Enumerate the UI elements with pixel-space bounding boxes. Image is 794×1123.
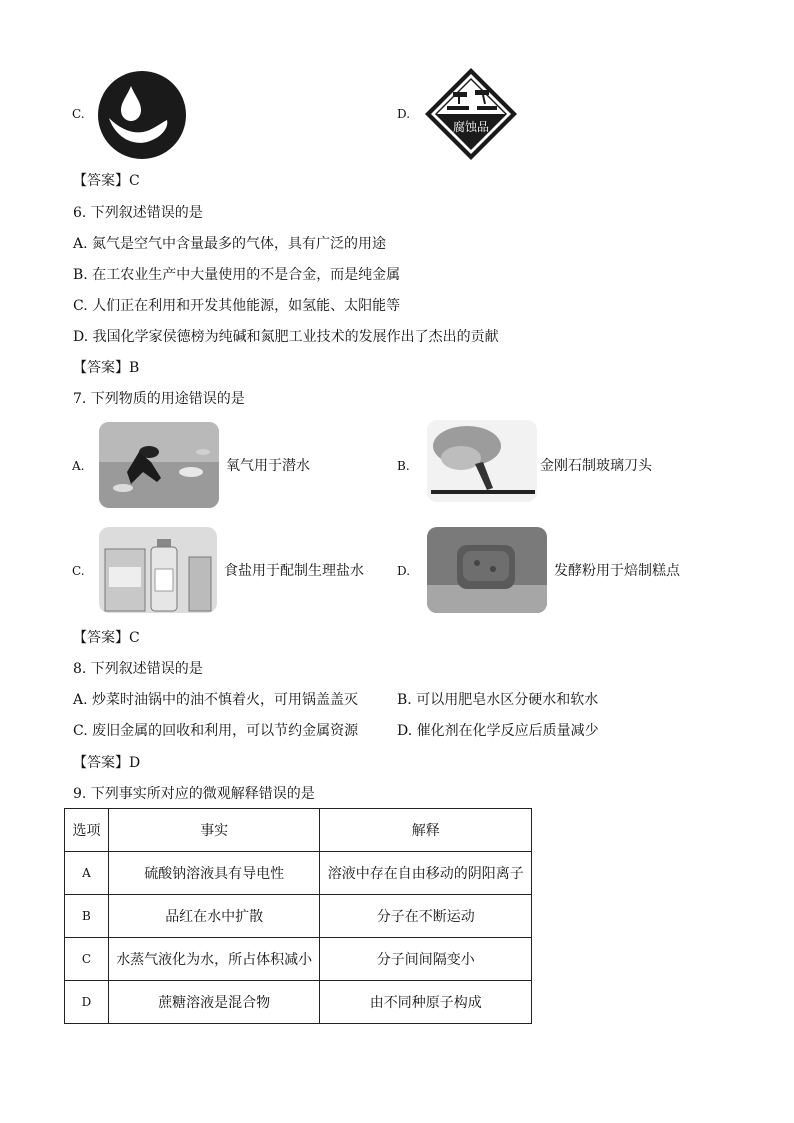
q7-option-b-caption: 金刚石制玻璃刀头 bbox=[540, 458, 652, 474]
diver-photo bbox=[99, 422, 219, 508]
q6-option-b: B. 在工农业生产中大量使用的不是合金，而是纯金属 bbox=[73, 267, 401, 283]
row-option: D bbox=[65, 981, 109, 1024]
q7-answer: 【答案】C bbox=[73, 630, 140, 646]
q6-answer: 【答案】B bbox=[73, 360, 140, 376]
q8-option-b: B. 可以用肥皂水区分硬水和软水 bbox=[397, 692, 599, 708]
q6-option-c: C. 人们正在利用和开发其他能源，如氢能、太阳能等 bbox=[73, 298, 401, 314]
table-row bbox=[65, 938, 532, 981]
q7-option-c-label: C. bbox=[72, 564, 85, 578]
corrosive-label: 腐蚀品 bbox=[452, 120, 489, 134]
q7-option-a-label: A. bbox=[72, 459, 85, 473]
q5-option-d-label: D. bbox=[397, 107, 411, 121]
q7-option-d-caption: 发酵粉用于焙制糕点 bbox=[554, 563, 680, 579]
q6-stem: 6. 下列叙述错误的是 bbox=[73, 205, 203, 221]
q7-stem: 7. 下列物质的用途错误的是 bbox=[73, 391, 245, 407]
header-explanation: 解释 bbox=[320, 809, 532, 852]
row-fact: 品红在水中扩散 bbox=[108, 895, 320, 938]
q5-answer: 【答案】C bbox=[73, 173, 140, 189]
header-fact: 事实 bbox=[108, 809, 320, 852]
q5-option-c-label: C. bbox=[72, 107, 85, 121]
row-explanation: 溶液中存在自由移动的阴阳离子 bbox=[320, 852, 532, 895]
row-option: A bbox=[65, 852, 109, 895]
table-row bbox=[65, 852, 532, 895]
saline-bottles-photo bbox=[99, 527, 217, 613]
q9-stem: 9. 下列事实所对应的微观解释错误的是 bbox=[73, 786, 315, 802]
q8-stem: 8. 下列叙述错误的是 bbox=[73, 661, 203, 677]
row-explanation: 分子在不断运动 bbox=[320, 895, 532, 938]
q8-option-a: A. 炒菜时油锅中的油不慎着火，可用锅盖盖灭 bbox=[73, 692, 359, 708]
row-option: B bbox=[65, 895, 109, 938]
q7-option-d-label: D. bbox=[397, 564, 411, 578]
header-option: 选项 bbox=[65, 809, 109, 852]
row-fact: 硫酸钠溶液具有导电性 bbox=[108, 852, 320, 895]
row-explanation: 分子间间隔变小 bbox=[320, 938, 532, 981]
table-row bbox=[65, 895, 532, 938]
row-fact: 水蒸气液化为水，所占体积减小 bbox=[108, 938, 320, 981]
cake-photo bbox=[427, 527, 547, 613]
corrosive-hazard-symbol-icon bbox=[423, 66, 519, 162]
water-drop-symbol-icon bbox=[97, 70, 187, 160]
row-option: C bbox=[65, 938, 109, 981]
q7-option-b-label: B. bbox=[397, 459, 410, 473]
row-fact: 蔗糖溶液是混合物 bbox=[108, 981, 320, 1024]
q8-option-c: C. 废旧金属的回收和利用，可以节约金属资源 bbox=[73, 723, 359, 739]
glass-cutter-photo bbox=[427, 420, 537, 502]
q7-option-a-caption: 氧气用于潜水 bbox=[226, 458, 310, 474]
q9-table bbox=[64, 808, 532, 1024]
q6-option-d: D. 我国化学家侯德榜为纯碱和氮肥工业技术的发展作出了杰出的贡献 bbox=[73, 329, 499, 345]
q7-option-c-caption: 食盐用于配制生理盐水 bbox=[224, 563, 364, 579]
q8-option-d: D. 催化剂在化学反应后质量减少 bbox=[397, 723, 599, 739]
q8-answer: 【答案】D bbox=[73, 755, 141, 771]
row-explanation: 由不同种原子构成 bbox=[320, 981, 532, 1024]
table-row bbox=[65, 981, 532, 1024]
q6-option-a: A. 氮气是空气中含量最多的气体，具有广泛的用途 bbox=[73, 236, 387, 252]
table-header-row bbox=[65, 809, 532, 852]
